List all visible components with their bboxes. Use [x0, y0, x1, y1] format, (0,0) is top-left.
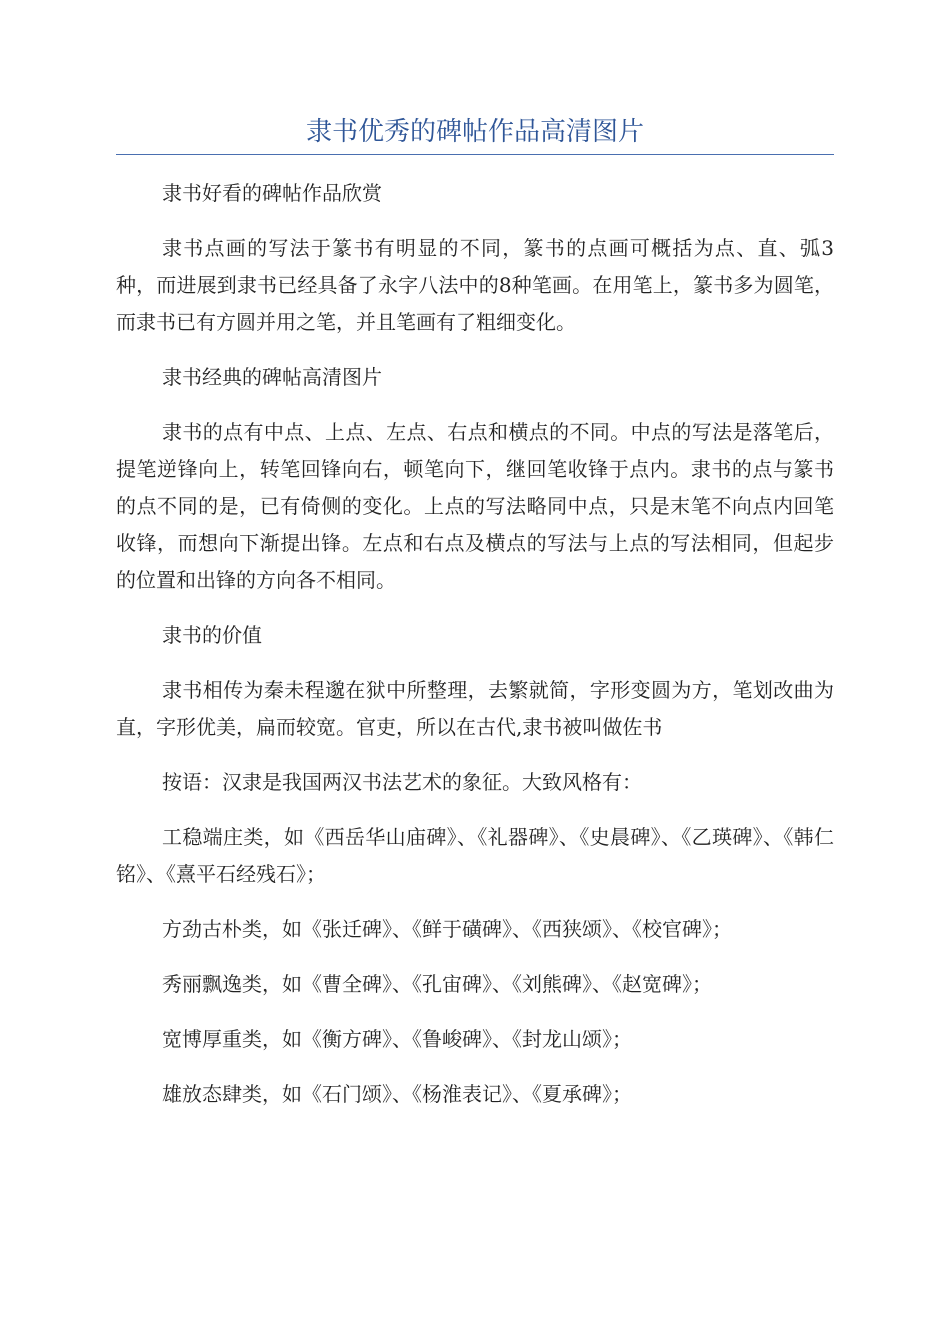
list-item-style: 宽博厚重类，如《衡方碑》、《鲁峻碑》、《封龙山颂》； [162, 1027, 632, 1051]
heading-value: 隶书的价值 [162, 623, 262, 647]
paragraph-origin: 隶书相传为秦未程邈在狱中所整理，去繁就简，字形变圆为方，笔划改曲为直，字形优美，扁而较宽。官吏，所以在古代,隶书被叫做佐书 [116, 678, 834, 739]
list-item-style: 方劲古朴类，如《张迁碑》、《鲜于磺碑》、《西狭颂》、《校官碑》； [162, 917, 732, 941]
paragraph-dot-types: 隶书的点有中点、上点、左点、右点和横点的不同。中点的写法是落笔后，提笔逆锋向上，转笔回锋向右，顿笔向下，继回笔收锋于点内。隶书的点与篆书的点不同的是，已有倚侧的变化。上点的写法略同中点，只是末笔不向点内回笔收锋，而想向下渐提出锋。左点和右点及横点的写法与上点的写法相同，但起步的位置和出锋的方向各不相同。 [116, 420, 834, 592]
list-item-style: 工稳端庄类，如《西岳华山庙碑》、《礼器碑》、《史晨碑》、《乙瑛碑》、《韩仁铭》、《熹平石经残石》； [116, 825, 834, 886]
heading-appreciation: 隶书好看的碑帖作品欣赏 [162, 181, 382, 205]
document-page [116, 112, 834, 1131]
heading-classic-rubbings: 隶书经典的碑帖高清图片 [162, 365, 382, 389]
document-title: 隶书优秀的碑帖作品高清图片 [116, 112, 834, 155]
list-item-style: 秀丽飘逸类，如《曹全碑》、《孔宙碑》、《刘熊碑》、《赵宽碑》； [162, 972, 712, 996]
paragraph-stroke-writing: 隶书点画的写法于篆书有明显的不同，篆书的点画可概括为点、直、弧3种，而进展到隶书已经具备了永字八法中的8种笔画。在用笔上，篆书多为圆笔，而隶书已有方圆并用之笔，并且笔画有了粗细变化。 [116, 236, 834, 334]
paragraph-note: 按语：汉隶是我国两汉书法艺术的象征。大致风格有： [162, 770, 642, 794]
list-item-style: 雄放态肆类，如《石门颂》、《杨淮表记》、《夏承碑》； [162, 1082, 632, 1106]
